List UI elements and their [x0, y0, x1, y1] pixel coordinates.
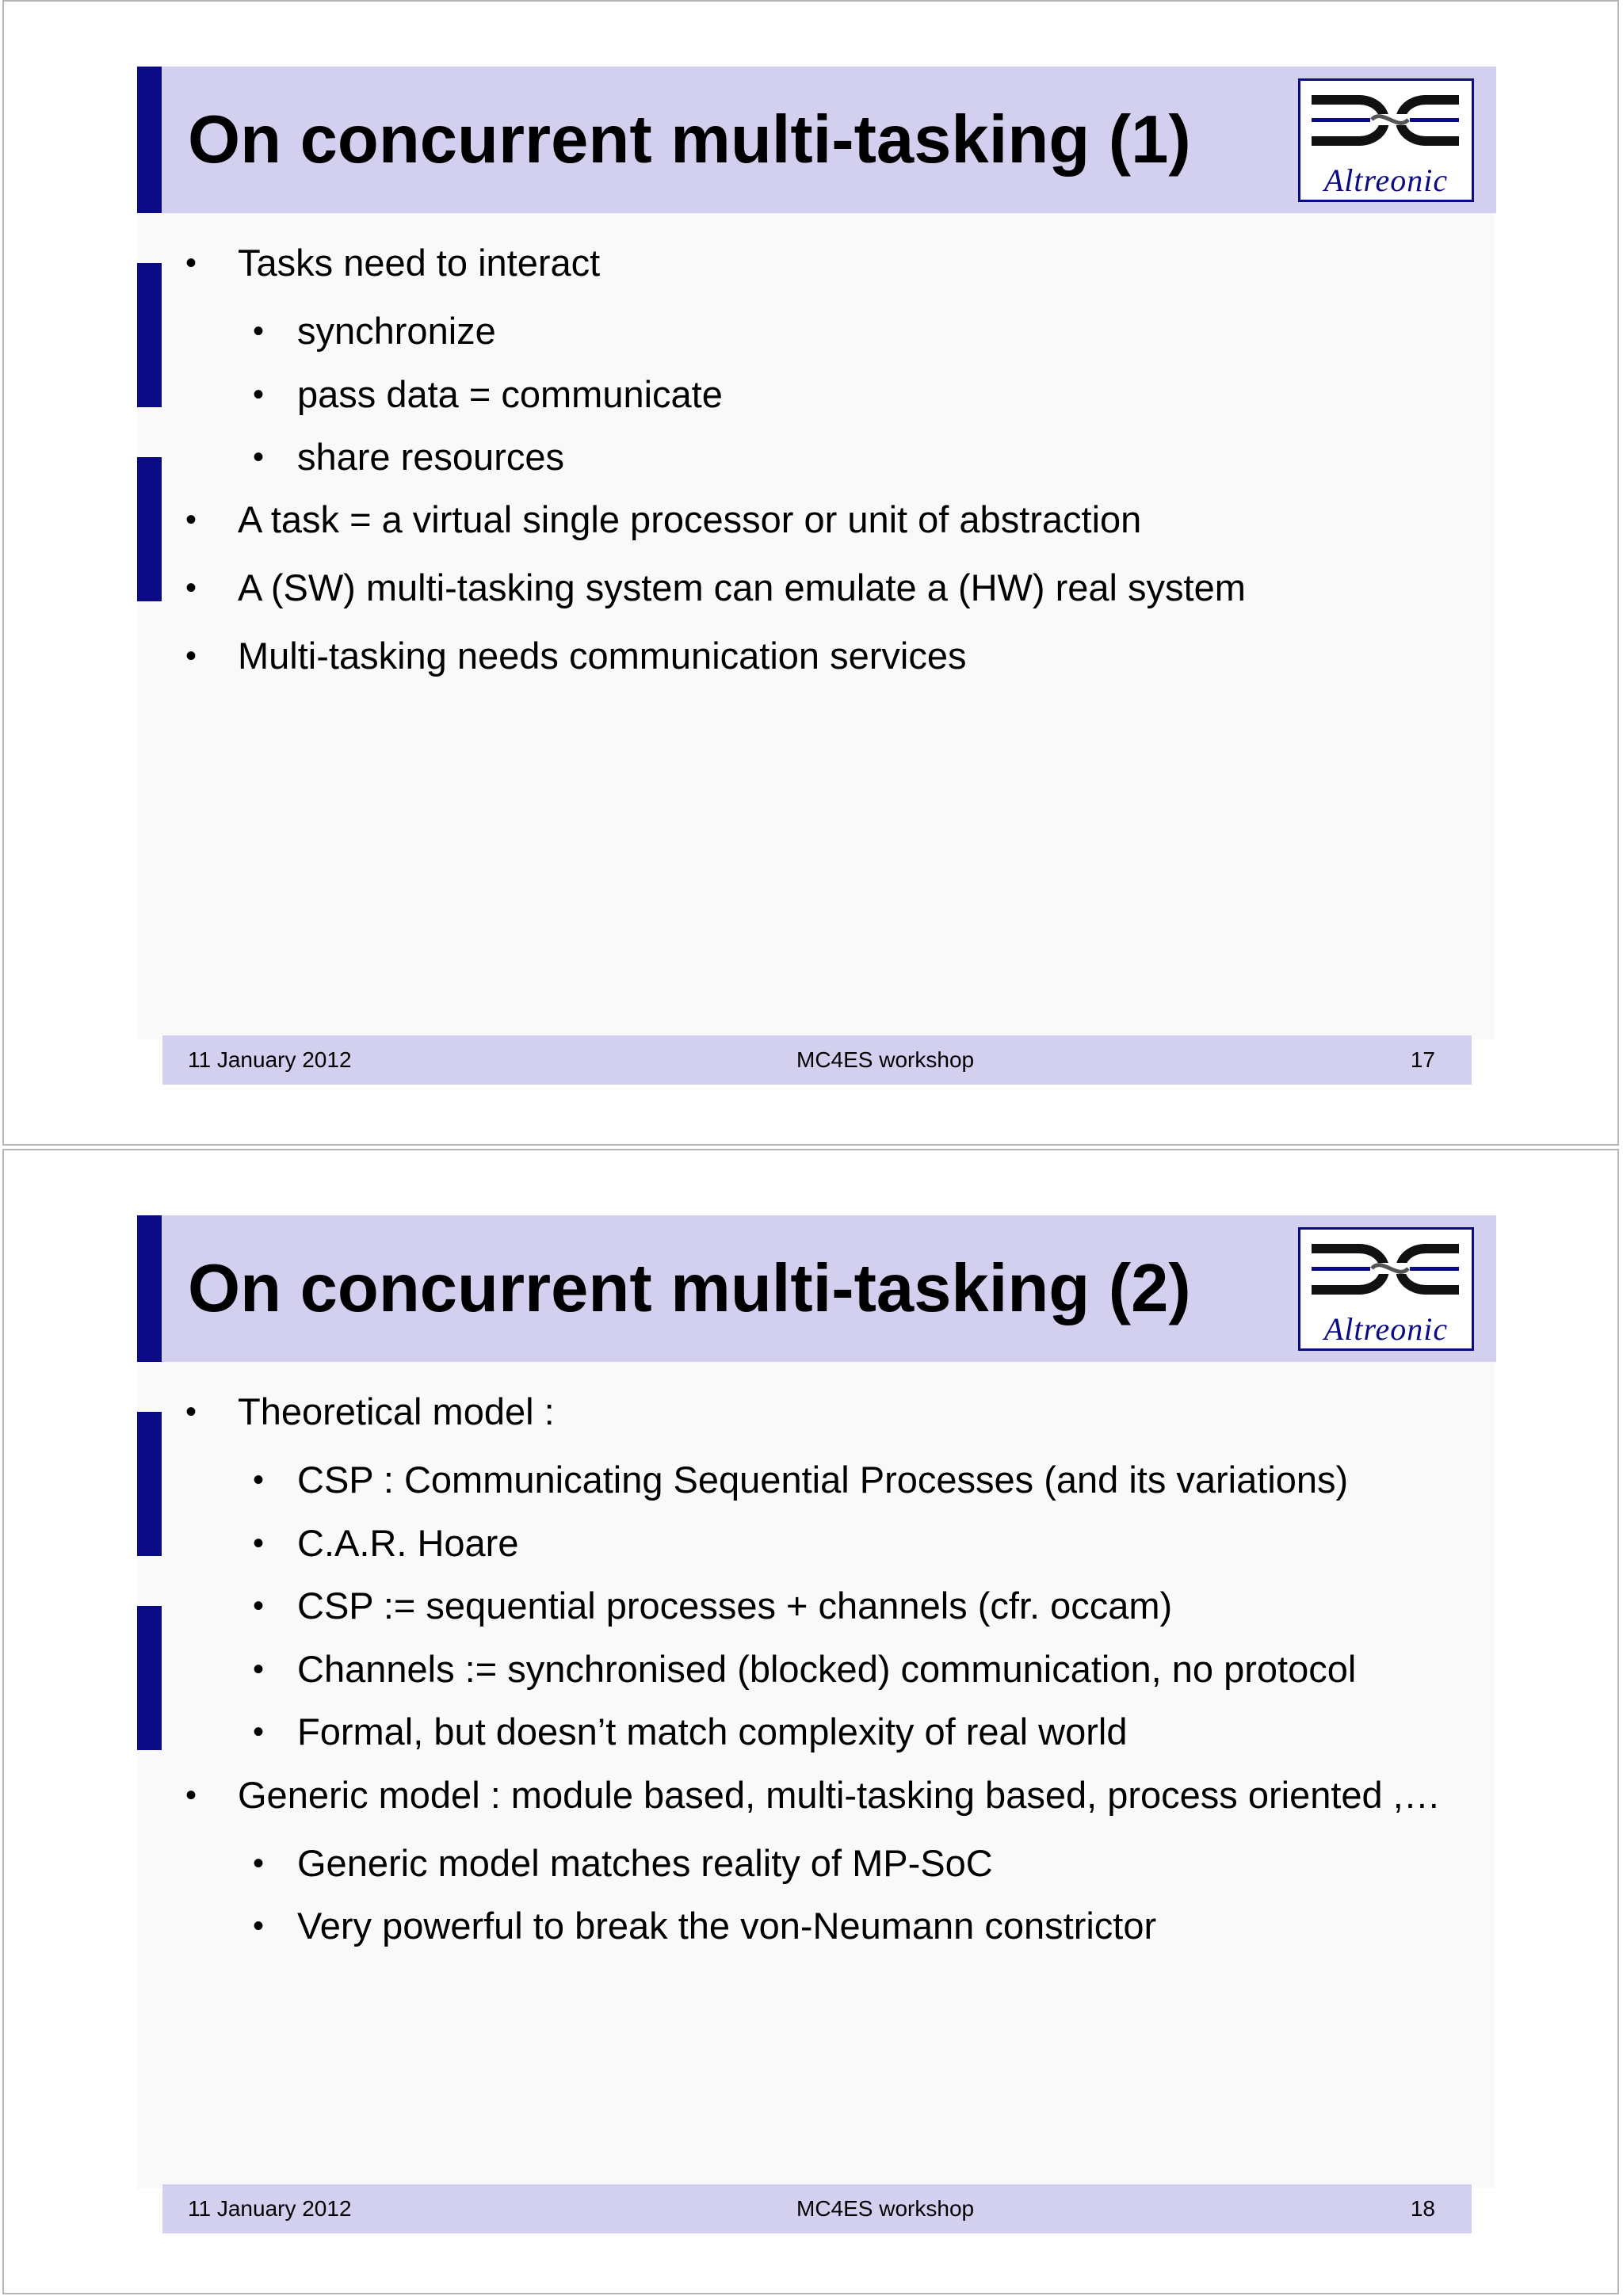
bullet-item: • CSP := sequential processes + channels (cfr. occam) — [253, 1585, 1173, 1627]
bullet-item: • Formal, but doesn’t match complexity of real world — [253, 1711, 1128, 1753]
footer-event: MC4ES workshop — [796, 2196, 975, 2221]
bullet-item: • Generic model : module based, multi-tasking based, process oriented ,… — [185, 1774, 1441, 1816]
footer-event: MC4ES workshop — [796, 1047, 975, 1072]
logo-mark-icon — [1307, 1233, 1465, 1312]
bullet-item: • A (SW) multi-tasking system can emulate a (HW) real system — [185, 566, 1246, 608]
footer-page-number: 18 — [1410, 2196, 1435, 2221]
bullet-item: • Channels := synchronised (blocked) communication, no protocol — [253, 1648, 1357, 1690]
slide-17 — [2, 0, 1619, 1146]
bullet-item: • synchronize — [253, 310, 496, 352]
bullet-item: • Tasks need to interact — [185, 242, 601, 284]
bullet-item: • share resources — [253, 436, 564, 478]
logo-wordmark: Altreonic — [1323, 1311, 1449, 1347]
bullet-item: • C.A.R. Hoare — [253, 1522, 519, 1564]
side-accent-bar — [137, 1606, 162, 1750]
title-accent-bar — [137, 1215, 162, 1362]
bullet-item: • Theoretical model : — [185, 1390, 555, 1432]
footer-page-number: 17 — [1410, 1047, 1435, 1072]
footer-date: 11 January 2012 — [188, 2196, 352, 2221]
bullet-item: • pass data = communicate — [253, 373, 723, 415]
altreonic-logo — [1298, 78, 1474, 202]
footer-date: 11 January 2012 — [188, 1047, 352, 1072]
slide-footer — [162, 2184, 1472, 2233]
title-accent-bar — [137, 67, 162, 213]
bullet-item: • Very powerful to break the von-Neumann constrictor — [253, 1905, 1157, 1947]
side-accent-bar — [137, 263, 162, 407]
bullet-item: • Generic model matches reality of MP-SoC — [253, 1842, 993, 1884]
slide-18 — [2, 1149, 1619, 2294]
bullet-item: • Multi-tasking needs communication services — [185, 635, 967, 677]
bullet-item: • CSP : Communicating Sequential Processes (and its variations) — [253, 1459, 1349, 1501]
slide-title: On concurrent multi-tasking (2) — [188, 1251, 1191, 1326]
logo-mark-icon — [1307, 84, 1465, 163]
slide-footer — [162, 1035, 1472, 1085]
logo-wordmark: Altreonic — [1323, 162, 1449, 198]
side-accent-bar — [137, 457, 162, 601]
slide-title: On concurrent multi-tasking (1) — [188, 102, 1191, 177]
side-accent-bar — [137, 1412, 162, 1556]
bullet-item: • A task = a virtual single processor or unit of abstraction — [185, 498, 1142, 540]
altreonic-logo — [1298, 1227, 1474, 1351]
